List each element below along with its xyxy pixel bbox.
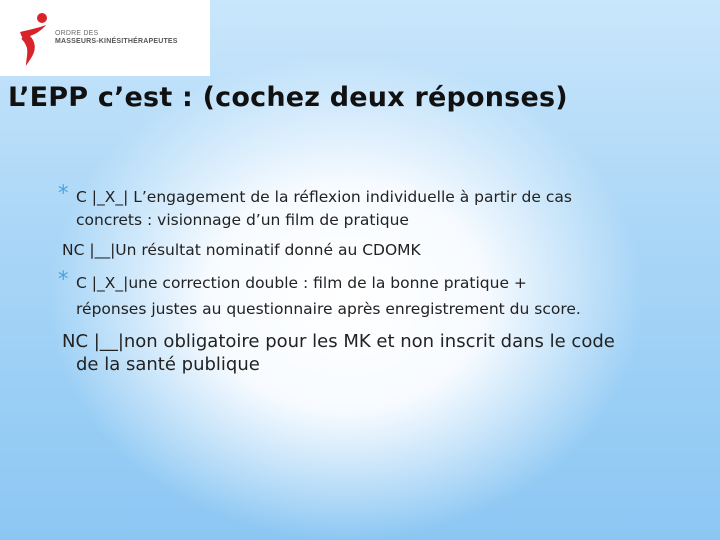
kinesitherapist-figure-icon xyxy=(12,8,52,68)
answer-item-text: C |_X_|une correction double : film de la bonne pratique + xyxy=(76,274,527,292)
logo-text xyxy=(55,30,178,46)
logo xyxy=(0,0,210,76)
answer-item-text: NC |__|Un résultat nominatif donné au CDOMK xyxy=(62,241,421,259)
logo-line-2: MASSEURS-KINÉSITHÉRAPEUTES xyxy=(55,38,178,45)
answer-item-2 xyxy=(58,240,698,260)
answer-item-text-continued: concrets : visionnage d’un film de pratique xyxy=(76,211,409,229)
answer-item-text: C |_X_| L’engagement de la réflexion individuelle à partir de cas xyxy=(76,188,572,206)
answer-item-3 xyxy=(58,267,698,322)
bullet-star-icon: * xyxy=(58,267,69,291)
page-title: L’EPP c’est : (cochez deux réponses) xyxy=(8,82,568,113)
answer-item-text-continued: de la santé publique xyxy=(76,354,260,375)
answer-list xyxy=(58,181,698,376)
answer-item-1 xyxy=(58,181,698,232)
answer-item-text: NC |__|non obligatoire pour les MK et non inscrit dans le code xyxy=(62,331,615,352)
logo-line-1: ORDRE DES xyxy=(55,30,99,37)
answer-item-4 xyxy=(58,330,698,376)
answer-item-text-continued: réponses justes au questionnaire après enregistrement du score. xyxy=(76,300,581,318)
bullet-star-icon: * xyxy=(58,181,69,205)
